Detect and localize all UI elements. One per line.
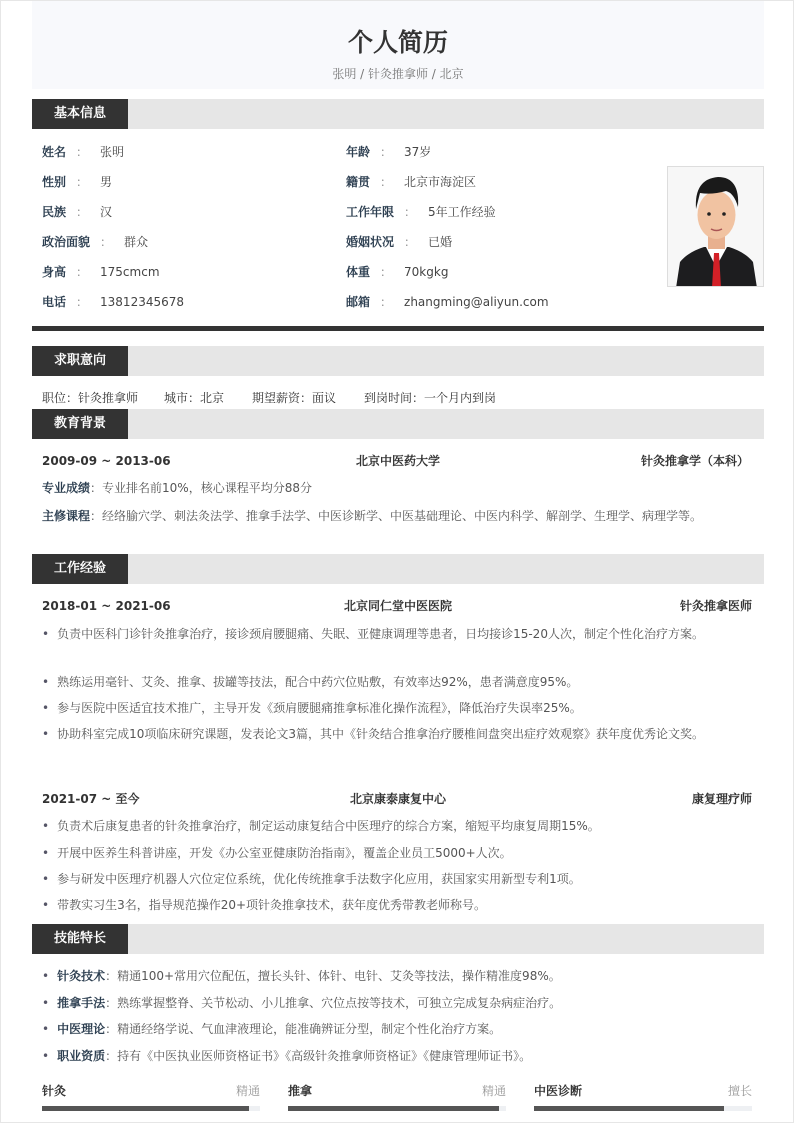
info-value: 37岁	[404, 145, 432, 159]
info-label: 性别	[42, 175, 67, 189]
info-row	[346, 234, 452, 250]
edu-courses	[42, 508, 702, 524]
info-row	[42, 264, 160, 280]
skill-label: 推拿手法	[57, 995, 106, 1010]
skill-bar-name: 推拿	[288, 1084, 313, 1098]
info-row	[42, 204, 112, 220]
edu-period: 2009-09 ~ 2013-06	[42, 454, 171, 468]
skill-progress-fill	[42, 1106, 249, 1111]
info-value: 70kgkg	[404, 265, 449, 279]
label: 主修课程	[42, 509, 91, 523]
info-row	[346, 144, 431, 160]
info-row	[42, 174, 112, 190]
info-value: 男	[100, 175, 113, 189]
skill-item	[42, 1048, 531, 1064]
intent-arrival: 到岗时间：一个月内到岗	[364, 391, 497, 405]
info-value: 175cmcm	[100, 265, 160, 279]
work-org: 北京同仁堂中医医院	[343, 599, 452, 613]
info-colon: ：	[380, 145, 393, 159]
info-row	[346, 204, 496, 220]
skill-label: 针灸技术	[57, 969, 106, 983]
skill-text: ：持有《中医执业医师资格证书》《高级针灸推拿师资格证》《健康管理师证书》。	[105, 1048, 532, 1063]
section-title: 基本信息	[32, 99, 128, 129]
work-org: 北京康泰康复中心	[349, 792, 446, 806]
work-period: 2018-01 ~ 2021-06	[42, 599, 171, 613]
skill-item	[42, 968, 561, 984]
edu-school: 北京中医药大学	[355, 454, 440, 468]
section-title: 教育背景	[32, 409, 128, 439]
work-period: 2021-07 ~ 至今	[42, 792, 140, 806]
skill-text: ：熟练掌握整脊、关节松动、小儿推拿、穴位点按等技术，可独立完成复杂病症治疗。	[105, 995, 562, 1010]
section-title: 求职意向	[32, 346, 128, 376]
work-bullet: • 开展中医养生科普讲座，开发《办公室亚健康防治指南》，覆盖企业员工5000+人次。	[42, 845, 512, 861]
skill-bar-level: 精通	[235, 1084, 260, 1098]
info-label: 工作年限	[346, 205, 395, 219]
skill-progress-fill	[534, 1106, 724, 1111]
info-value: 5年工作经验	[428, 205, 496, 219]
info-value: 群众	[124, 235, 149, 249]
work-bullet: • 带教实习生3名，指导规范操作20+项针灸推拿技术，获年度优秀带教老师称号。	[42, 897, 486, 913]
skill-progress-bar	[42, 1106, 260, 1111]
info-colon: ：	[380, 175, 393, 189]
info-value: zhangming@aliyun.com	[404, 295, 549, 309]
skill-progress-fill	[288, 1106, 499, 1111]
divider	[32, 326, 764, 331]
work-bullet: • 负责中医科门诊针灸推拿治疗，接诊颈肩腰腿痛、失眠、亚健康调理等患者，日均接诊15-20人次，制定个性化治疗方案。	[42, 626, 704, 642]
edu-score	[42, 480, 312, 496]
work-bullet: • 协助科室完成10项临床研究课题，发表论文3篇，其中《针灸结合推拿治疗腰椎间盘突出症疗效观察》获年度优秀论文奖。	[42, 726, 704, 742]
page-subtitle: 张明 / 针灸推拿师 / 北京	[332, 67, 464, 81]
profile-photo	[667, 166, 764, 287]
skill-label: 职业资质	[57, 1048, 106, 1063]
section-skills	[32, 924, 764, 954]
info-value: 汉	[100, 205, 113, 219]
info-colon: ：	[76, 145, 89, 159]
info-colon: ：	[76, 295, 89, 309]
skill-progress-bar	[534, 1106, 752, 1111]
job-intent	[42, 390, 496, 406]
section-job-intent	[32, 346, 764, 376]
info-label: 年龄	[346, 145, 371, 159]
info-label: 民族	[42, 205, 67, 219]
info-value: 北京市海淀区	[404, 175, 477, 189]
work-role: 针灸推拿医师	[679, 599, 752, 613]
info-colon: ：	[76, 265, 89, 279]
info-colon: ：	[76, 205, 89, 219]
section-work	[32, 554, 764, 584]
info-row	[42, 144, 124, 160]
info-value: 13812345678	[100, 295, 185, 309]
info-colon: ：	[404, 205, 417, 219]
label: 专业成绩	[42, 481, 91, 495]
info-colon: ：	[100, 235, 113, 249]
info-value: 张明	[100, 145, 125, 159]
skill-item	[42, 995, 561, 1011]
info-row	[346, 174, 476, 190]
info-colon: ：	[380, 265, 393, 279]
info-label: 身高	[42, 265, 67, 279]
info-label: 政治面貌	[42, 235, 91, 249]
info-label: 电话	[42, 295, 67, 309]
info-label: 籍贯	[346, 175, 371, 189]
work-bullet: • 参与医院中医适宜技术推广，主导开发《颈肩腰腿痛推拿标准化操作流程》，降低治疗失误率25%。	[42, 700, 582, 716]
intent-position: 职位：针灸推拿师	[42, 391, 139, 405]
work-bullet: • 参与研发中医理疗机器人穴位定位系统，优化传统推拿手法数字化应用，获国家实用新型专利1项。	[42, 871, 581, 887]
info-colon: ：	[380, 295, 393, 309]
info-row	[346, 264, 448, 280]
info-colon: ：	[404, 235, 417, 249]
skill-text: ：精通100+常用穴位配伍，擅长头针、体针、电针、艾灸等技法，操作精准度98%。	[105, 969, 561, 983]
info-value: 已婚	[428, 235, 453, 249]
section-title: 工作经验	[32, 554, 128, 584]
info-row	[42, 234, 148, 250]
info-label: 婚姻状况	[346, 235, 395, 249]
value: ：专业排名前10%，核心课程平均分88分	[90, 481, 312, 495]
edu-major: 针灸推拿学（本科）	[640, 454, 749, 468]
value: ：经络腧穴学、刺法灸法学、推拿手法学、中医诊断学、中医基础理论、中医内科学、解剖学、生理学、病理学等。	[90, 509, 703, 523]
skill-bar-name: 中医诊断	[534, 1084, 583, 1098]
info-label: 姓名	[42, 145, 67, 159]
skill-progress-bar	[288, 1106, 506, 1111]
section-basic-info	[32, 99, 764, 129]
info-label: 体重	[346, 265, 371, 279]
skill-bar-level: 精通	[481, 1084, 506, 1098]
intent-city: 城市：北京	[164, 391, 225, 405]
skill-bar-name: 针灸	[42, 1084, 67, 1098]
skill-bar-level: 擅长	[727, 1084, 752, 1098]
section-title: 技能特长	[32, 924, 128, 954]
info-label: 邮箱	[346, 295, 371, 309]
section-education	[32, 409, 764, 439]
skill-text: ：精通经络学说、气血津液理论，能准确辨证分型，制定个性化治疗方案。	[105, 1022, 502, 1036]
info-row	[346, 294, 549, 310]
intent-salary: 期望薪资：面议	[252, 391, 337, 405]
skill-label: 中医理论	[57, 1022, 106, 1036]
work-role: 康复理疗师	[691, 792, 752, 806]
info-row	[42, 294, 184, 310]
work-bullet: • 负责术后康复患者的针灸推拿治疗，制定运动康复结合中医理疗的综合方案，缩短平均康复周期15%。	[42, 818, 600, 834]
info-colon: ：	[76, 175, 89, 189]
skill-item	[42, 1021, 501, 1037]
work-bullet: • 熟练运用毫针、艾灸、推拿、拔罐等技法，配合中药穴位贴敷，有效率达92%，患者满意度95%。	[42, 674, 578, 690]
page-title: 个人简历	[347, 28, 448, 57]
